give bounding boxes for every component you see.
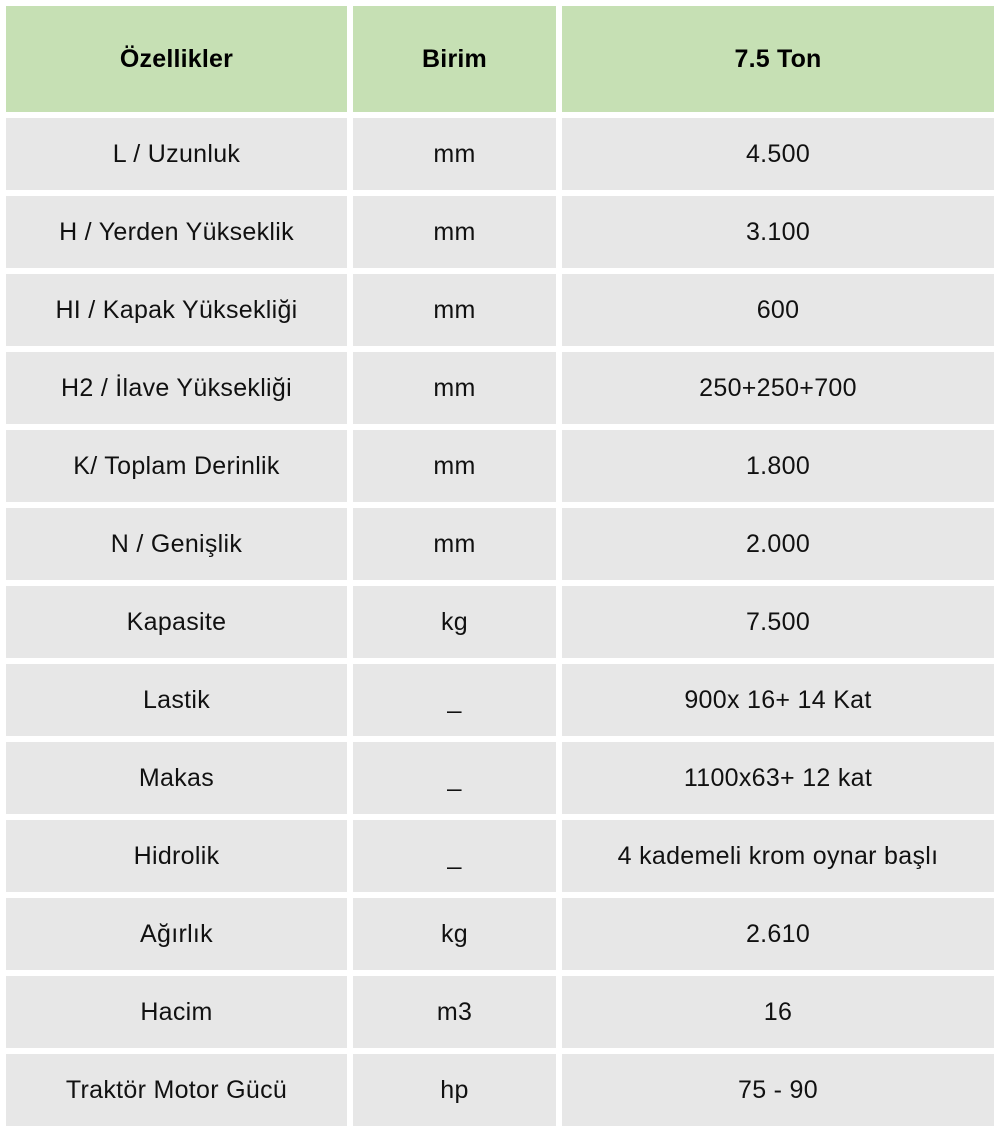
feature-cell: Makas: [6, 742, 347, 814]
value-cell: 7.500: [562, 586, 994, 658]
value-cell: 600: [562, 274, 994, 346]
table-row: [6, 196, 994, 268]
table-row: [6, 742, 994, 814]
value-cell: 16: [562, 976, 994, 1048]
header-birim: Birim: [353, 6, 556, 112]
table-row: [6, 1054, 994, 1126]
spec-table-body: [6, 118, 994, 1126]
feature-cell: L / Uzunluk: [6, 118, 347, 190]
feature-cell: H2 / İlave Yüksekliği: [6, 352, 347, 424]
unit-cell: mm: [353, 430, 556, 502]
feature-cell: Traktör Motor Gücü: [6, 1054, 347, 1126]
table-row: [6, 274, 994, 346]
unit-cell: hp: [353, 1054, 556, 1126]
table-row: [6, 508, 994, 580]
feature-cell: Ağırlık: [6, 898, 347, 970]
unit-cell: mm: [353, 352, 556, 424]
feature-cell: H / Yerden Yükseklik: [6, 196, 347, 268]
table-row: [6, 118, 994, 190]
value-cell: 4 kademeli krom oynar başlı: [562, 820, 994, 892]
table-row: [6, 352, 994, 424]
value-cell: 3.100: [562, 196, 994, 268]
unit-cell: _: [353, 820, 556, 892]
value-cell: 1.800: [562, 430, 994, 502]
unit-cell: kg: [353, 586, 556, 658]
value-cell: 75 - 90: [562, 1054, 994, 1126]
value-cell: 4.500: [562, 118, 994, 190]
table-row: [6, 586, 994, 658]
table-row: [6, 898, 994, 970]
feature-cell: K/ Toplam Derinlik: [6, 430, 347, 502]
unit-cell: mm: [353, 508, 556, 580]
value-cell: 900x 16+ 14 Kat: [562, 664, 994, 736]
value-cell: 2.000: [562, 508, 994, 580]
feature-cell: Lastik: [6, 664, 347, 736]
unit-cell: mm: [353, 196, 556, 268]
header-capacity: 7.5 Ton: [562, 6, 994, 112]
feature-cell: Hidrolik: [6, 820, 347, 892]
unit-cell: m3: [353, 976, 556, 1048]
unit-cell: mm: [353, 118, 556, 190]
unit-cell: kg: [353, 898, 556, 970]
value-cell: 250+250+700: [562, 352, 994, 424]
unit-cell: _: [353, 664, 556, 736]
spec-table-head: [6, 6, 994, 112]
value-cell: 1100x63+ 12 kat: [562, 742, 994, 814]
feature-cell: HI / Kapak Yüksekliği: [6, 274, 347, 346]
unit-cell: _: [353, 742, 556, 814]
feature-cell: N / Genişlik: [6, 508, 347, 580]
value-cell: 2.610: [562, 898, 994, 970]
table-row: [6, 976, 994, 1048]
header-row: [6, 6, 994, 112]
header-ozellikler: Özellikler: [6, 6, 347, 112]
table-row: [6, 664, 994, 736]
feature-cell: Hacim: [6, 976, 347, 1048]
unit-cell: mm: [353, 274, 556, 346]
feature-cell: Kapasite: [6, 586, 347, 658]
table-row: [6, 430, 994, 502]
table-row: [6, 820, 994, 892]
